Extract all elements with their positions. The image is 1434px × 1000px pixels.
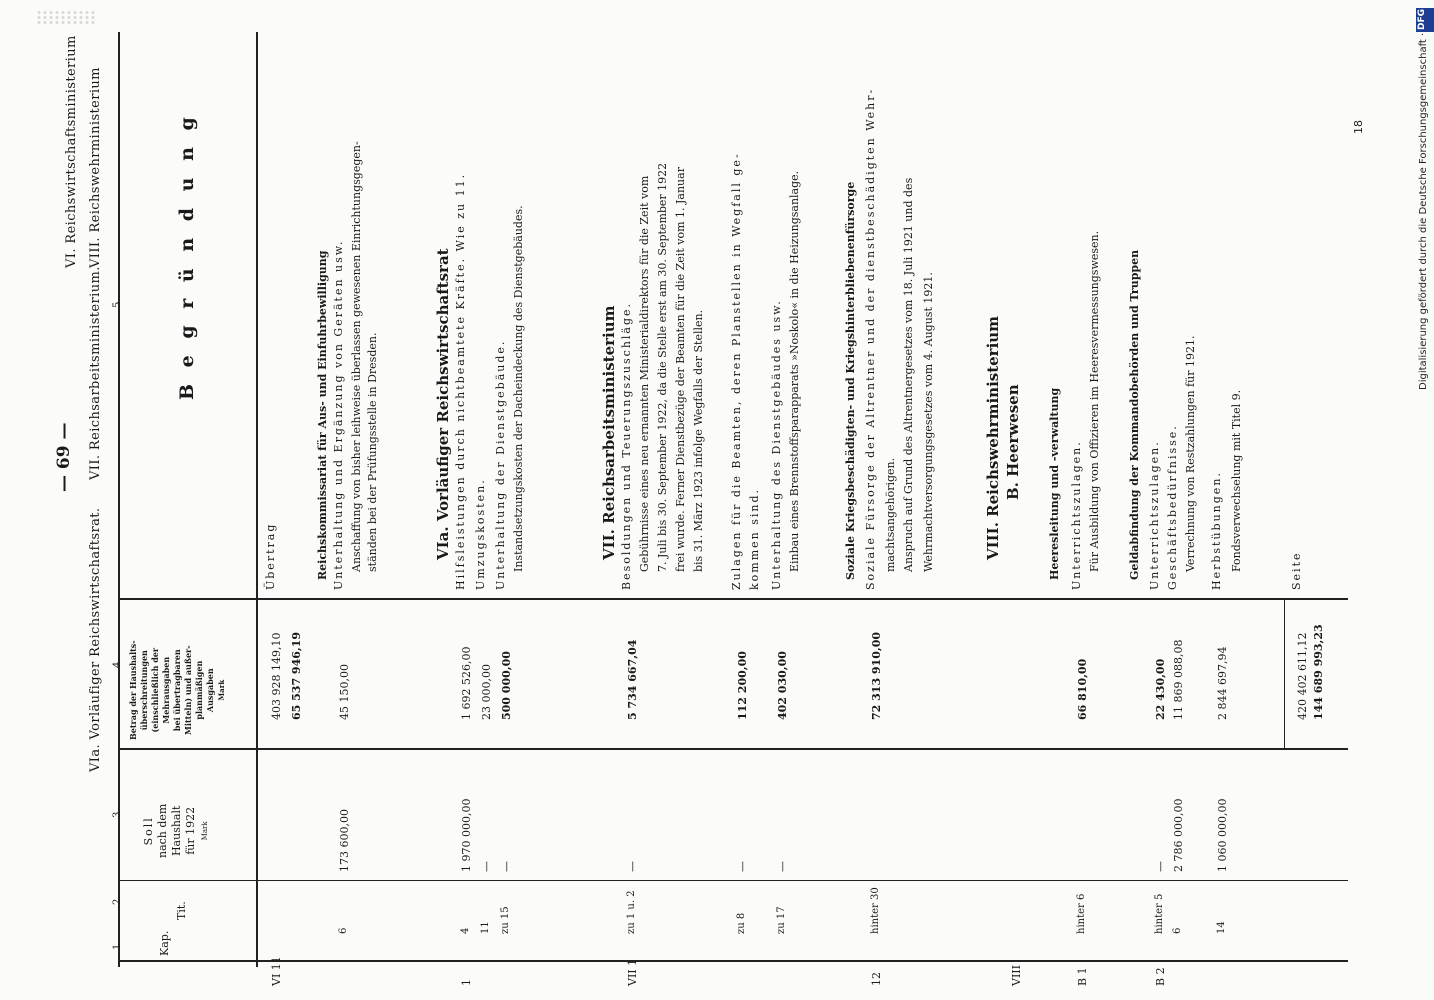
row-betrag: 2 844 697,94 [1216,646,1229,720]
row-betrag: 403 928 149,10 [270,632,283,720]
row-betrag: 1 692 526,00 [460,646,473,720]
row-betrag: 500 000,00 [500,651,513,720]
column-rule-3 [118,748,1348,750]
row-text: Unterrichtszulagen. [1148,440,1161,590]
row-text: Anschaffung von bisher leihweise überlassen gewesenen Einrichtungsgegen- [350,141,363,572]
row-betrag: 402 030,00 [776,651,789,720]
row-kap: 1 [460,979,473,986]
row-text: kommen sind. [748,487,761,590]
row-betrag: 65 537 946,19 [290,631,303,720]
sum-rule [1284,600,1285,748]
row-text: frei wurde. Ferner Dienstbezüge der Beamten für die Zeit vom 1. Januar [674,167,687,572]
header-soll: Soll nach dem Haushalt für 1922 Mark [142,803,209,858]
row-text: Seite [1290,551,1303,590]
row-tit: 11 [480,921,491,934]
row-tit: hinter 6 [1076,893,1087,934]
row-text: VIII. Reichswehrministerium [984,315,1002,560]
row-tit: zu 8 [736,912,747,934]
row-text: Soziale Kriegsbeschädigten- und Kriegshinterbliebenenfürsorge [844,181,857,580]
column-rule-1 [118,960,1348,962]
row-text: Wehrmachtversorgungsgesetzes vom 4. August 1921. [922,272,935,572]
row-tit: hinter 5 [1154,893,1165,934]
row-text: Reichskommissariat für Aus- und Einfuhrbewilligung [316,250,329,580]
header-bottom-rule [256,32,258,967]
row-soll: — [736,861,749,872]
row-betrag: 5 734 667,04 [626,639,639,720]
row-betrag: 66 810,00 [1076,658,1089,720]
row-text: VII. Reichsarbeitsministerium [600,305,618,560]
page-corner-number: 18 [1352,120,1365,134]
row-betrag: 22 430,00 [1154,658,1167,720]
header-kap: Kap. [158,930,171,956]
row-betrag: 112 200,00 [736,651,749,720]
row-text: Geldabfindung der Kommandobehörden und Truppen [1128,249,1141,580]
row-text: ständen bei der Prüfungsstelle in Dresden. [366,332,379,572]
row-soll: — [500,861,513,872]
col-num-5: 5 [112,301,123,308]
col-num-2: 2 [112,898,123,905]
row-text: Heeresleitung und -verwaltung [1048,387,1061,580]
row-text: Unterhaltung der Dienstgebäude. [494,339,507,590]
column-rule-4 [118,598,1348,600]
row-soll: 1 970 000,00 [460,798,473,872]
row-kap: VII 1 [626,958,639,986]
row-text: Fondsverwechselung mit Titel 9. [1230,389,1243,572]
row-kap: VI 11 [270,956,283,986]
row-betrag: 72 313 910,00 [870,631,883,720]
row-betrag: 23 000,00 [480,664,493,720]
running-right: VIII. Reichswehrministerium [88,67,103,268]
column-rule-2 [118,880,1348,881]
col-num-1: 1 [112,943,123,950]
row-tit: zu 17 [776,906,787,934]
row-kap: VIII [1010,965,1023,986]
row-text: bis 31. März 1923 infolge Wegfalls der Stellen. [692,309,705,572]
scan-speckle [36,10,96,26]
row-text: Soziale Fürsorge der Altrentner und der dienstbeschädigten Wehr- [864,87,877,590]
row-text: Unterhaltung des Dienstgebäudes usw. [770,299,783,590]
dfg-logo: DFG [1416,8,1434,32]
row-soll: — [626,861,639,872]
row-text: B. Heerwesen [1004,384,1022,500]
running-right-top: VI. Reichswirtschaftsministerium [64,35,79,268]
row-text: Anspruch auf Grund des Altrentnergesetzes vom 18. Juli 1921 und des [902,177,915,572]
row-tit: hinter 30 [870,887,881,934]
row-tit: 14 [1216,921,1227,934]
header-begruendung: B e g r ü n d u n g [176,112,198,400]
row-soll: 173 600,00 [338,809,351,872]
row-text: Hilfsleistungen durch nichtbeamtete Kräfte. Wie zu 11. [454,172,467,590]
row-text: 7. Juli bis 30. September 1922, da die Stelle erst am 30. September 1922 [656,162,669,572]
row-kap: B 1 [1076,967,1089,986]
row-tit: 6 [338,927,349,934]
row-text: Verrechnung von Restzahlungen für 1921. [1184,335,1197,572]
running-mid: VII. Reichsarbeitsministerium. [88,266,103,480]
row-kap: 12 [870,972,883,986]
row-text: Herbstübungen. [1210,471,1223,590]
row-text: VIa. Vorläufiger Reichswirtschaftsrat [434,248,452,560]
row-betrag: 144 689 993,23 [1312,624,1325,720]
col-num-4: 4 [112,661,123,668]
row-text: Übertrag [264,522,277,590]
col-num-3: 3 [112,811,123,818]
row-text: Für Ausbildung von Offizieren im Heeresvermessungswesen. [1088,230,1101,572]
row-soll: 2 786 000,00 [1172,798,1185,872]
row-text: Instandsetzungskosten der Dacheindeckung des Dienstgebäudes. [512,205,525,572]
row-text: Geschäftsbedürfnisse. [1166,424,1179,590]
row-text: Gebührnisse eines neu ernannten Ministerialdirektors für die Zeit vom [638,175,651,572]
running-left: VIa. Vorläufiger Reichswirtschaftsrat. [88,507,103,772]
row-tit: zu 15 [500,906,511,934]
row-text: Unterrichtszulagen. [1070,440,1083,590]
row-text: Zulagen für die Beamten, deren Planstellen in Wegfall ge- [730,152,743,590]
header-tit: Tit. [175,901,188,920]
table-top-rule [118,32,120,967]
row-betrag: 420 402 611,12 [1296,632,1309,720]
row-text: Umzugskosten. [474,478,487,590]
row-text: machtsangehörigen. [884,457,897,572]
header-betrag: Betrag der Haushalts- überschreitungen (einschließlich der Mehrausgaben bei übertragbaren Mitteln) und außer- planmäßigen Ausgaben Mark [128,640,226,740]
row-soll: — [480,861,493,872]
row-soll: 1 060 000,00 [1216,798,1229,872]
row-tit: 6 [1172,927,1183,934]
row-soll: — [1154,861,1167,872]
row-text: Besoldungen und Teuerungszuschläge. [620,301,633,590]
row-betrag: 11 869 088,08 [1172,639,1185,720]
row-soll: — [776,861,789,872]
row-text: Einbau eines Brennstoffsparapparats »Noskolo« in die Heizungsanlage. [788,170,801,572]
row-text: Unterhaltung und Ergänzung von Geräten usw. [332,239,345,590]
page-number: — 69 — [54,422,74,492]
row-kap: B 2 [1154,967,1167,986]
row-tit: 4 [460,927,471,934]
row-betrag: 45 150,00 [338,664,351,720]
row-tit: zu 1 u. 2 [626,890,637,934]
digitization-note: Digitalisierung gefördert durch die Deutsche Forschungsgemeinschaft · [1418,32,1429,390]
